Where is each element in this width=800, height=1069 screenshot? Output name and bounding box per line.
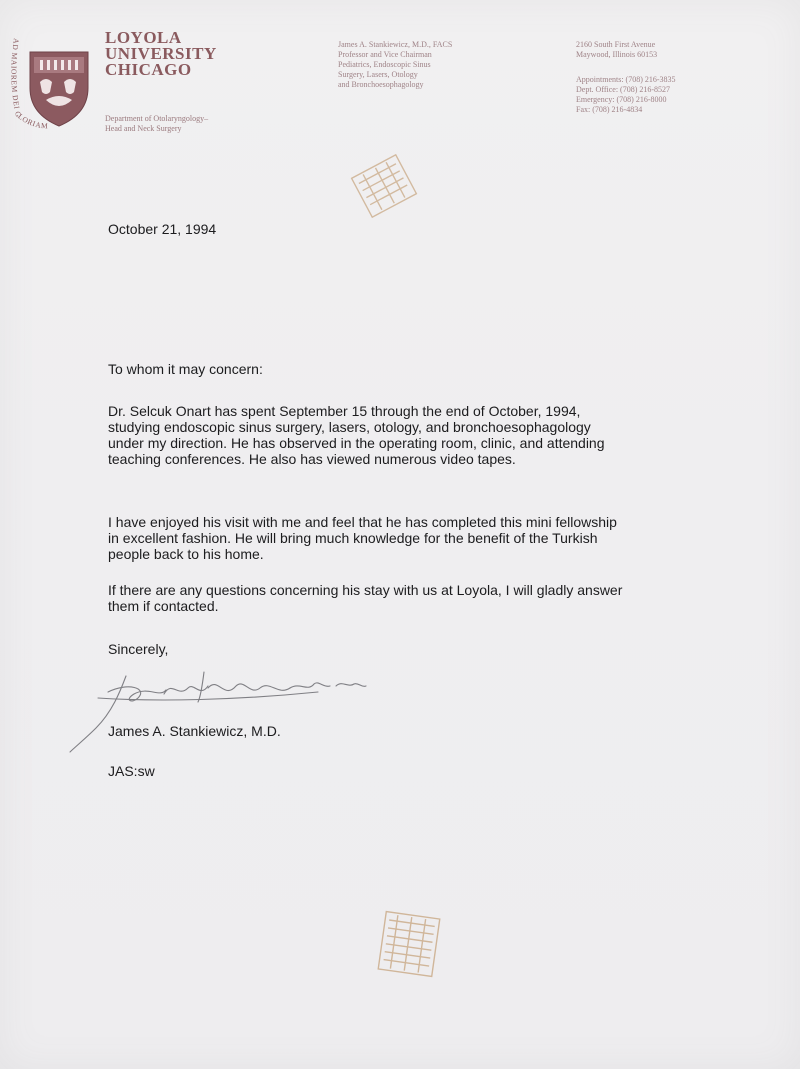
phone-line: Dept. Office: (708) 216-8527: [576, 85, 671, 94]
paragraph-line: teaching conferences. He also has viewed numerous video tapes.: [108, 451, 516, 467]
seal-motto: AD MAIOREM DEI GLORIAM: [9, 37, 49, 131]
doctor-line: Professor and Vice Chairman: [338, 50, 432, 59]
department-name: [105, 114, 208, 134]
paragraph-line: people back to his home.: [108, 546, 264, 562]
address-line: 2160 South First Avenue: [576, 40, 656, 49]
paragraph-line: them if contacted.: [108, 598, 219, 614]
paragraph: [108, 582, 748, 614]
department-line: Department of Otolaryngology–: [105, 114, 209, 123]
salutation: To whom it may concern:: [108, 361, 263, 377]
doctor-line: James A. Stankiewicz, M.D., FACS: [338, 40, 453, 49]
typist-initials: JAS:sw: [108, 763, 155, 779]
address-line: Maywood, Illinois 60153: [576, 50, 658, 59]
phone-block: [576, 75, 676, 115]
address-block: [576, 40, 657, 60]
paragraph-line: in excellent fashion. He will bring much knowledge for the benefit of the Turkish: [108, 530, 598, 546]
doctor-credentials: [338, 40, 452, 90]
university-seal-icon: [2, 30, 96, 134]
paragraph-line: If there are any questions concerning his stay with us at Loyola, I will gladly answer: [108, 582, 623, 598]
university-name: [105, 30, 217, 78]
handwritten-signature: [68, 658, 378, 758]
embossed-stamp-icon: [345, 150, 423, 222]
letter-date: October 21, 1994: [108, 221, 217, 237]
university-line: CHICAGO: [105, 60, 192, 79]
paragraph-line: under my direction. He has observed in the operating room, clinic, and attending: [108, 435, 605, 451]
doctor-line: Pediatrics, Endoscopic Sinus: [338, 60, 431, 69]
paragraph: [108, 514, 748, 562]
university-line: UNIVERSITY: [105, 44, 217, 63]
signer-name: James A. Stankiewicz, M.D.: [108, 723, 281, 739]
department-line: Head and Neck Surgery: [105, 124, 182, 133]
paragraph: [108, 403, 748, 467]
phone-line: Appointments: (708) 216-3835: [576, 75, 676, 84]
closing: Sincerely,: [108, 641, 169, 657]
paragraph-line: studying endoscopic sinus surgery, lasers, otology, and bronchoesophagology: [108, 419, 591, 435]
doctor-line: and Bronchoesophagology: [338, 80, 424, 89]
doctor-line: Surgery, Lasers, Otology: [338, 70, 418, 79]
paragraph-line: I have enjoyed his visit with me and feel that he has completed this mini fellowship: [108, 514, 617, 530]
embossed-stamp-icon: [370, 905, 448, 983]
phone-line: Fax: (708) 216-4834: [576, 105, 643, 114]
paragraph-line: Dr. Selcuk Onart has spent September 15 through the end of October, 1994,: [108, 403, 581, 419]
phone-line: Emergency: (708) 216-8000: [576, 95, 667, 104]
university-line: LOYOLA: [105, 28, 182, 47]
